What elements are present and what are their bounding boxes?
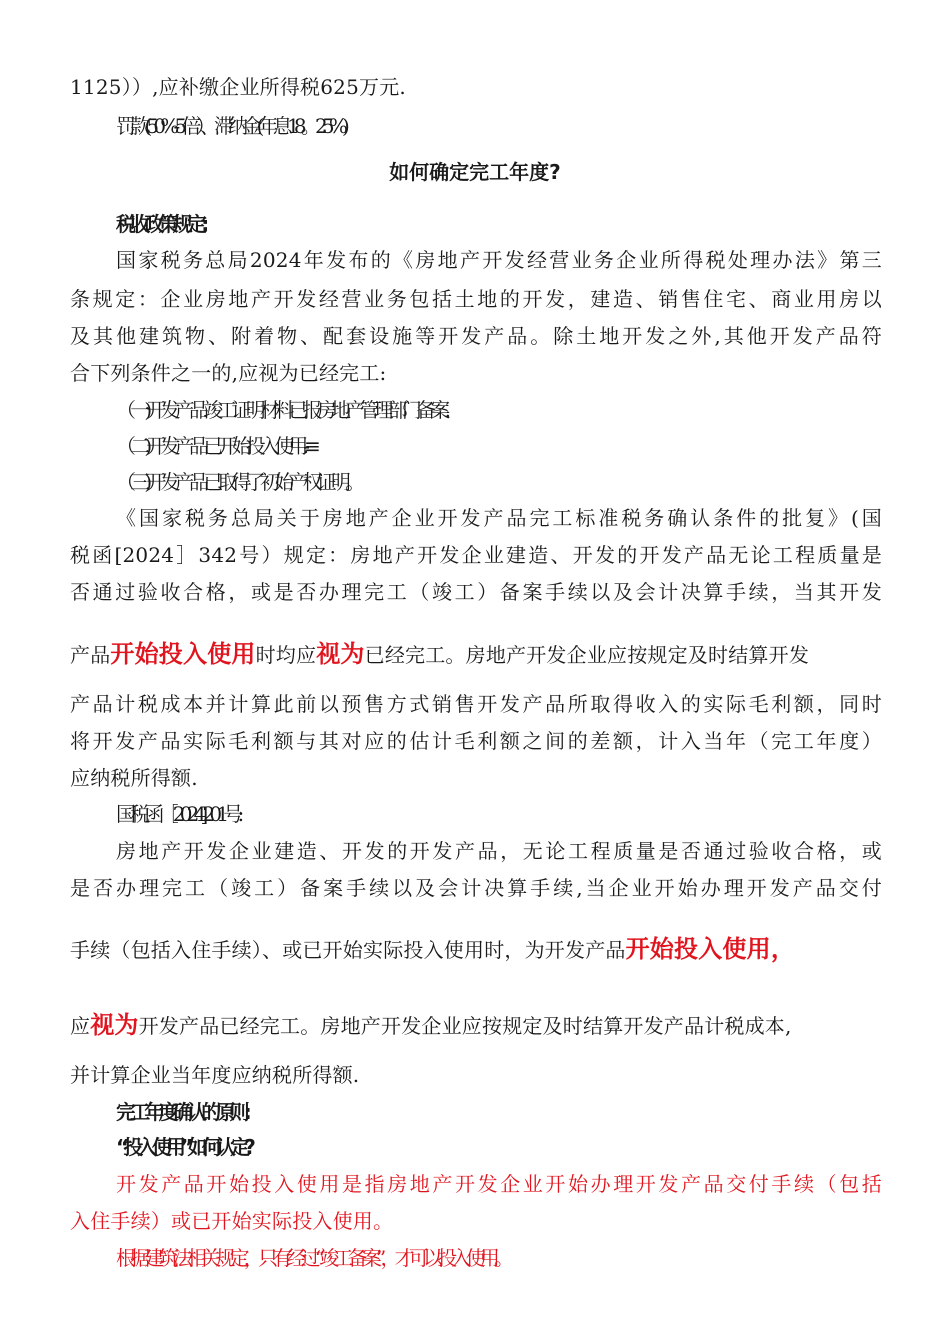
paragraph-line-highlighted	[70, 1010, 882, 1041]
paragraph-line: 产品计税成本并计算此前以预售方式销售开发产品所取得收入的实际毛利额，同时	[70, 692, 882, 716]
text-run: ，	[770, 935, 796, 963]
paragraph-line: 及其他建筑物、附着物、配套设施等开发产品。除土地开发之外,其他开发产品符	[70, 324, 882, 348]
text-run: 手续（包括入住手续）、或已开始实际投入使用时，为开发产品	[70, 938, 626, 962]
highlight-deemed: 视为	[90, 1011, 139, 1039]
highlight-start-use: 开始投入使用	[625, 935, 771, 963]
text-run: 时均应	[255, 643, 317, 667]
paragraph-line: 房地产开发企业建造、开发的开发产品，无论工程质量是否通过验收合格，或	[116, 839, 882, 863]
paragraph-line: 否通过验收合格，或是否办理完工（竣工）备案手续以及会计决算手续，当其开发	[70, 580, 882, 604]
condition-item: （一)开发产品竣工证明材料已报房地产管理部门备案.	[116, 398, 446, 422]
condition-item: （二)开发产品已开始投入使用.-≡	[116, 434, 316, 458]
text-run: 开发产品已经完工。房地产开发企业应按规定及时结算开发产品计税成本,	[138, 1014, 792, 1038]
highlight-start-use: 开始投入使用	[110, 640, 256, 668]
paragraph-line-highlighted	[70, 639, 882, 670]
text-line: 1125））,应补缴企业所得税625万元.	[70, 75, 406, 99]
condition-item: （三)开发产品已取得了初始产权证明。	[116, 470, 360, 494]
red-paragraph-line: 入住手续）或已开始实际投入使用。	[70, 1209, 394, 1233]
text-run: 已经完工。房地产开发企业应按规定及时结算开发	[364, 643, 810, 667]
section-title: 如何确定完工年度?	[389, 160, 561, 184]
highlight-deemed: 视为	[316, 640, 365, 668]
paragraph-line: 合下列条件之一的,应视为已经完工:	[70, 361, 387, 385]
paragraph-line: 税函[2024］342号）规定：房地产开发企业建造、开发的开发产品无论工程质量是	[70, 543, 882, 567]
section-heading: 税收政策规定:	[116, 212, 204, 236]
text-line: 罚款(50%-5倍）、滞纳金(年息18。25%)	[116, 114, 345, 138]
section-heading: “投入使用”如何认定?	[116, 1135, 251, 1159]
red-paragraph-line: 开发产品开始投入使用是指房地产开发企业开始办理开发产品交付手续（包括	[116, 1172, 882, 1196]
paragraph-line: 国家税务总局2024年发布的《房地产开发经营业务企业所得税处理办法》第三	[116, 248, 882, 272]
reference-line: 国税函［2024]201号:	[116, 802, 239, 826]
paragraph-line: 是否办理完工（竣工）备案手续以及会计决算手续,当企业开始办理开发产品交付	[70, 876, 882, 900]
paragraph-line: 并计算企业当年度应纳税所得额.	[70, 1063, 360, 1087]
red-paragraph-line: 根据建筑法相关规定，只有经过“竣工备案”，才可以投入使用。	[116, 1246, 509, 1270]
text-run: 产品	[70, 643, 111, 667]
paragraph-line: 条规定：企业房地产开发经营业务包括土地的开发，建造、销售住宅、商业用房以	[70, 287, 882, 311]
section-heading: 完工年度确认的原则:	[116, 1100, 246, 1124]
paragraph-line: 将开发产品实际毛利额与其对应的估计毛利额之间的差额，计入当年（完工年度）	[70, 729, 882, 753]
paragraph-line: 《国家税务总局关于房地产企业开发产品完工标准税务确认条件的批复》(国	[116, 506, 882, 530]
paragraph-line: 应纳税所得额.	[70, 766, 198, 790]
paragraph-line-highlighted	[70, 934, 882, 965]
text-run: 应	[70, 1014, 91, 1038]
